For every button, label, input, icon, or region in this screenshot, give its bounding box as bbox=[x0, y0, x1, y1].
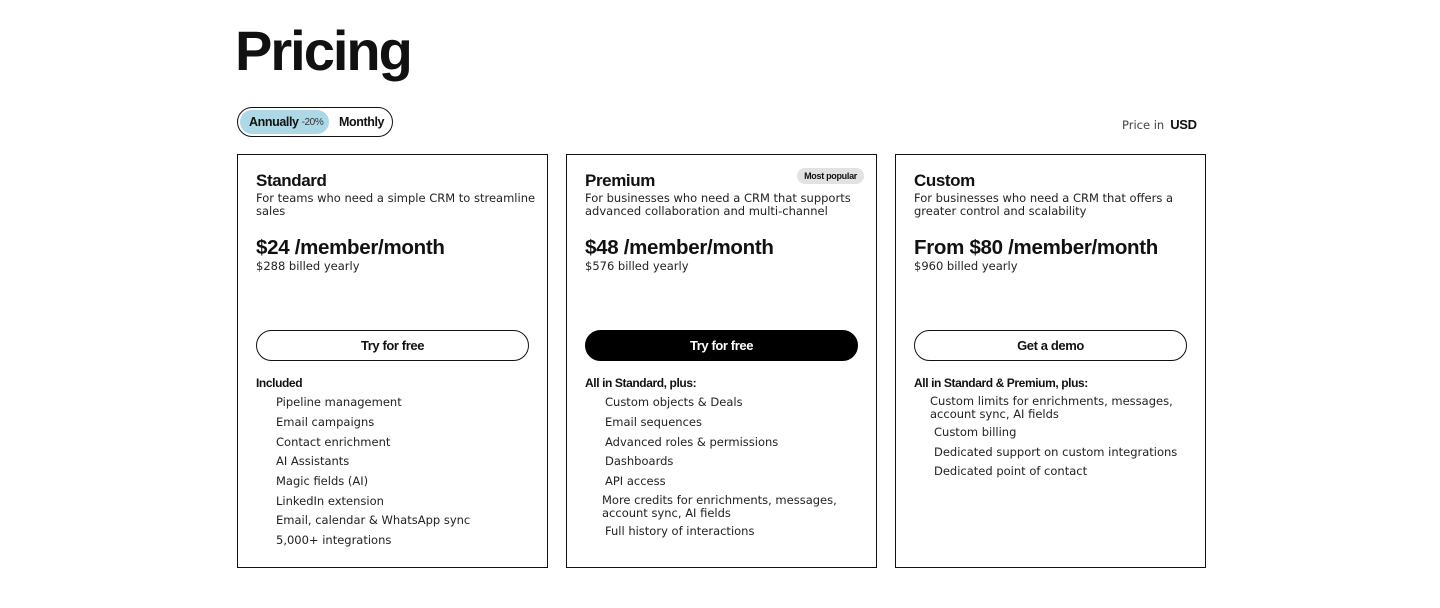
try-for-free-button[interactable]: Try for free bbox=[256, 330, 529, 361]
feature-item: Magic fields (AI) bbox=[276, 474, 369, 488]
feature-item: Dedicated point of contact bbox=[934, 464, 1088, 478]
feature-item: Advanced roles & permissions bbox=[605, 435, 779, 449]
plan-description: For businesses who need a CRM that supports advanced collaboration and multi-channel bbox=[585, 191, 851, 218]
currency-label: Price in bbox=[1122, 118, 1165, 132]
feature-item: Contact enrichment bbox=[276, 435, 391, 449]
get-a-demo-button[interactable]: Get a demo bbox=[914, 330, 1187, 361]
feature-item: AI Assistants bbox=[276, 454, 350, 468]
plan-name: Premium bbox=[585, 171, 655, 190]
feature-item: API access bbox=[605, 474, 666, 488]
feature-item: Pipeline management bbox=[276, 395, 402, 409]
annually-option[interactable] bbox=[240, 110, 329, 134]
billing-period-toggle[interactable] bbox=[237, 107, 393, 137]
plan-billed: $960 billed yearly bbox=[914, 259, 1018, 273]
annually-label: Annually bbox=[249, 115, 299, 129]
features-heading: All in Standard, plus: bbox=[585, 376, 697, 390]
monthly-option[interactable]: Monthly bbox=[339, 115, 385, 129]
feature-item: Custom limits for enrichments, messages, account sync, AI fields bbox=[930, 394, 1173, 421]
currency-selector bbox=[1122, 117, 1197, 132]
plan-billed: $576 billed yearly bbox=[585, 259, 689, 273]
feature-item: Custom objects & Deals bbox=[605, 395, 743, 409]
feature-item: More credits for enrichments, messages, account sync, AI fields bbox=[602, 493, 837, 520]
feature-item: Dedicated support on custom integrations bbox=[934, 445, 1178, 459]
feature-item: Email campaigns bbox=[276, 415, 375, 429]
plan-name: Standard bbox=[256, 171, 327, 190]
plan-card-standard bbox=[237, 154, 548, 568]
annual-discount: -20% bbox=[301, 116, 324, 128]
most-popular-badge: Most popular bbox=[797, 168, 864, 184]
plan-card-custom bbox=[895, 154, 1206, 568]
plan-price: From $80 /member/month bbox=[914, 236, 1159, 259]
feature-item: 5,000+ integrations bbox=[276, 533, 392, 547]
feature-item: Custom billing bbox=[934, 425, 1017, 439]
currency-value[interactable]: USD bbox=[1170, 117, 1197, 132]
feature-item: Email sequences bbox=[605, 415, 702, 429]
plan-card-premium bbox=[566, 154, 877, 568]
plan-name: Custom bbox=[914, 171, 975, 190]
plan-price: $24 /member/month bbox=[256, 236, 445, 259]
plan-price: $48 /member/month bbox=[585, 236, 774, 259]
features-heading: All in Standard & Premium, plus: bbox=[914, 376, 1088, 390]
feature-item: Email, calendar & WhatsApp sync bbox=[276, 513, 471, 527]
feature-item: Dashboards bbox=[605, 454, 674, 468]
feature-item: Full history of interactions bbox=[605, 524, 755, 538]
page-title: Pricing bbox=[235, 19, 411, 82]
plan-billed: $288 billed yearly bbox=[256, 259, 360, 273]
feature-item: LinkedIn extension bbox=[276, 494, 384, 508]
plan-description: For teams who need a simple CRM to streamline sales bbox=[256, 191, 536, 218]
try-for-free-button[interactable]: Try for free bbox=[585, 330, 858, 361]
features-heading: Included bbox=[256, 376, 303, 390]
plan-description: For businesses who need a CRM that offers a greater control and scalability bbox=[914, 191, 1174, 218]
